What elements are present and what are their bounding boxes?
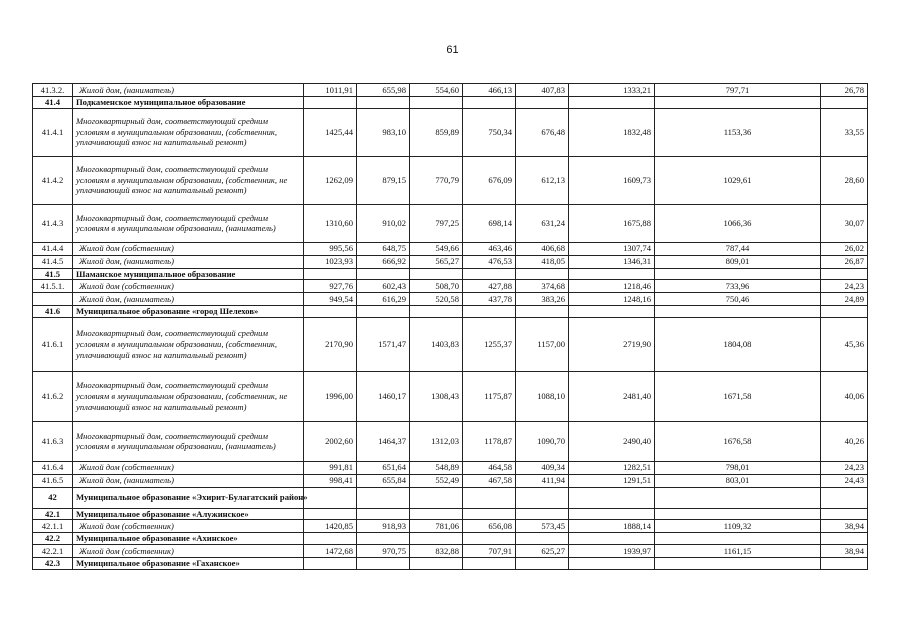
table-row: [33, 156, 868, 204]
value-cell: 655,98: [357, 84, 410, 97]
section-row: [33, 557, 868, 569]
value-cell: 24,89: [821, 293, 868, 306]
empty-cell: [463, 306, 516, 318]
empty-cell: [516, 557, 569, 569]
value-cell: 1804,08: [655, 317, 821, 371]
value-cell: 1218,46: [569, 280, 655, 293]
empty-cell: [569, 508, 655, 520]
value-cell: 1460,17: [357, 371, 410, 421]
row-description: Жилой дом, (наниматель): [73, 255, 304, 268]
table-row: [33, 293, 868, 306]
table-body: [33, 84, 868, 570]
value-cell: 949,54: [304, 293, 357, 306]
row-description: Жилой дом (собственник): [73, 280, 304, 293]
empty-cell: [463, 508, 516, 520]
value-cell: 26,87: [821, 255, 868, 268]
value-cell: 1888,14: [569, 520, 655, 533]
value-cell: 24,23: [821, 280, 868, 293]
value-cell: 1109,32: [655, 520, 821, 533]
value-cell: 1255,37: [463, 317, 516, 371]
value-cell: 1178,87: [463, 421, 516, 461]
value-cell: 1420,85: [304, 520, 357, 533]
empty-cell: [516, 533, 569, 545]
value-cell: 970,75: [357, 544, 410, 557]
row-description: Многоквартирный дом, соответствующий средним условиям в муниципальном образовании, (собственник, уплачивающий взнос на капитальный ремонт): [73, 108, 304, 156]
value-cell: 573,45: [516, 520, 569, 533]
value-cell: 995,56: [304, 242, 357, 255]
value-cell: 676,48: [516, 108, 569, 156]
row-code: 41.6.3: [33, 421, 73, 461]
value-cell: 409,34: [516, 461, 569, 474]
value-cell: 1310,60: [304, 204, 357, 242]
value-cell: 520,58: [410, 293, 463, 306]
empty-cell: [304, 508, 357, 520]
empty-cell: [410, 557, 463, 569]
value-cell: 464,58: [463, 461, 516, 474]
value-cell: 991,81: [304, 461, 357, 474]
value-cell: 750,46: [655, 293, 821, 306]
value-cell: 1832,48: [569, 108, 655, 156]
empty-cell: [821, 487, 868, 508]
empty-cell: [655, 306, 821, 318]
value-cell: 548,89: [410, 461, 463, 474]
value-cell: 552,49: [410, 474, 463, 487]
empty-cell: [569, 306, 655, 318]
value-cell: 476,53: [463, 255, 516, 268]
empty-cell: [357, 306, 410, 318]
value-cell: 651,64: [357, 461, 410, 474]
value-cell: 602,43: [357, 280, 410, 293]
value-cell: 383,26: [516, 293, 569, 306]
empty-cell: [569, 487, 655, 508]
value-cell: 998,41: [304, 474, 357, 487]
row-code: 42.3: [33, 557, 73, 569]
value-cell: 1088,10: [516, 371, 569, 421]
empty-cell: [410, 533, 463, 545]
section-title: Подкаменское муниципальное образование: [73, 97, 304, 109]
empty-cell: [463, 487, 516, 508]
value-cell: 797,71: [655, 84, 821, 97]
section-title: Муниципальное образование «Гаханское»: [73, 557, 304, 569]
empty-cell: [463, 533, 516, 545]
row-description: Многоквартирный дом, соответствующий средним условиям в муниципальном образовании, (собственник, не уплачивающий взнос на капитальный ремонт): [73, 156, 304, 204]
table-row: [33, 317, 868, 371]
empty-cell: [655, 97, 821, 109]
value-cell: 1346,31: [569, 255, 655, 268]
empty-cell: [569, 557, 655, 569]
empty-cell: [516, 97, 569, 109]
value-cell: 1675,88: [569, 204, 655, 242]
value-cell: 26,78: [821, 84, 868, 97]
value-cell: 1425,44: [304, 108, 357, 156]
row-code: 41.5.1.: [33, 280, 73, 293]
value-cell: 631,24: [516, 204, 569, 242]
value-cell: 2481,40: [569, 371, 655, 421]
value-cell: 2490,40: [569, 421, 655, 461]
row-code: 41.6.2: [33, 371, 73, 421]
empty-cell: [821, 268, 868, 280]
value-cell: 1248,16: [569, 293, 655, 306]
value-cell: 33,55: [821, 108, 868, 156]
row-code: 41.6: [33, 306, 73, 318]
value-cell: 1153,36: [655, 108, 821, 156]
value-cell: 1609,73: [569, 156, 655, 204]
row-code: 41.5: [33, 268, 73, 280]
value-cell: 648,75: [357, 242, 410, 255]
empty-cell: [410, 508, 463, 520]
empty-cell: [463, 268, 516, 280]
empty-cell: [516, 487, 569, 508]
row-code: 41.4.5: [33, 255, 73, 268]
empty-cell: [410, 306, 463, 318]
section-title: Шаманское муниципальное образование: [73, 268, 304, 280]
row-code: 41.4: [33, 97, 73, 109]
table-row: [33, 204, 868, 242]
empty-cell: [821, 533, 868, 545]
empty-cell: [357, 508, 410, 520]
value-cell: 1090,70: [516, 421, 569, 461]
row-description: Многоквартирный дом, соответствующий средним условиям в муниципальном образовании, (собственник, уплачивающий взнос на капитальный ремонт): [73, 317, 304, 371]
value-cell: 1333,21: [569, 84, 655, 97]
value-cell: 803,01: [655, 474, 821, 487]
table-row: [33, 84, 868, 97]
value-cell: 418,05: [516, 255, 569, 268]
row-code: 41.4.1: [33, 108, 73, 156]
value-cell: 1029,61: [655, 156, 821, 204]
section-row: [33, 487, 868, 508]
value-cell: 787,44: [655, 242, 821, 255]
row-code: 41.6.4: [33, 461, 73, 474]
empty-cell: [463, 97, 516, 109]
section-title: Муниципальное образование «Эхирит-Булагатский район»: [73, 487, 304, 508]
row-description: Жилой дом (собственник): [73, 461, 304, 474]
section-title: Муниципальное образование «город Шелехов»: [73, 306, 304, 318]
value-cell: 656,08: [463, 520, 516, 533]
value-cell: 1403,83: [410, 317, 463, 371]
value-cell: 508,70: [410, 280, 463, 293]
value-cell: 1571,47: [357, 317, 410, 371]
value-cell: 1676,58: [655, 421, 821, 461]
value-cell: 918,93: [357, 520, 410, 533]
value-cell: 1312,03: [410, 421, 463, 461]
empty-cell: [821, 97, 868, 109]
table-row: [33, 474, 868, 487]
section-row: [33, 508, 868, 520]
value-cell: 832,88: [410, 544, 463, 557]
empty-cell: [357, 557, 410, 569]
row-description: Многоквартирный дом, соответствующий средним условиям в муниципальном образовании, (наниматель): [73, 421, 304, 461]
value-cell: 24,23: [821, 461, 868, 474]
row-description: Жилой дом, (наниматель): [73, 474, 304, 487]
row-description: Жилой дом (собственник): [73, 242, 304, 255]
empty-cell: [357, 487, 410, 508]
value-cell: 1262,09: [304, 156, 357, 204]
empty-cell: [516, 268, 569, 280]
empty-cell: [410, 268, 463, 280]
value-cell: 437,78: [463, 293, 516, 306]
value-cell: 781,06: [410, 520, 463, 533]
value-cell: 797,25: [410, 204, 463, 242]
row-code: 42: [33, 487, 73, 508]
empty-cell: [569, 533, 655, 545]
section-title: Муниципальное образование «Алужинское»: [73, 508, 304, 520]
value-cell: 427,88: [463, 280, 516, 293]
row-code: 41.4.2: [33, 156, 73, 204]
value-cell: 1175,87: [463, 371, 516, 421]
value-cell: 1023,93: [304, 255, 357, 268]
value-cell: 983,10: [357, 108, 410, 156]
value-cell: 374,68: [516, 280, 569, 293]
row-description: Жилой дом, (наниматель): [73, 84, 304, 97]
value-cell: 1996,00: [304, 371, 357, 421]
value-cell: 770,79: [410, 156, 463, 204]
empty-cell: [655, 268, 821, 280]
table-row: [33, 280, 868, 293]
value-cell: 927,76: [304, 280, 357, 293]
value-cell: 1011,91: [304, 84, 357, 97]
row-code: 42.2.1: [33, 544, 73, 557]
value-cell: 1308,43: [410, 371, 463, 421]
value-cell: 2002,60: [304, 421, 357, 461]
table-row: [33, 421, 868, 461]
value-cell: 38,94: [821, 544, 868, 557]
table-row: [33, 371, 868, 421]
tariff-table: [32, 83, 868, 570]
value-cell: 40,26: [821, 421, 868, 461]
value-cell: 666,92: [357, 255, 410, 268]
empty-cell: [655, 487, 821, 508]
value-cell: 612,13: [516, 156, 569, 204]
value-cell: 676,09: [463, 156, 516, 204]
section-title: Муниципальное образование «Ахинское»: [73, 533, 304, 545]
value-cell: 1157,00: [516, 317, 569, 371]
value-cell: 26,02: [821, 242, 868, 255]
row-code: 41.3.2.: [33, 84, 73, 97]
row-code: 41.6.1: [33, 317, 73, 371]
value-cell: 616,29: [357, 293, 410, 306]
row-description: Жилой дом (собственник): [73, 520, 304, 533]
row-description: Многоквартирный дом, соответствующий средним условиям в муниципальном образовании, (собственник, не уплачивающий взнос на капитальный ремонт): [73, 371, 304, 421]
value-cell: 2170,90: [304, 317, 357, 371]
table-row: [33, 520, 868, 533]
row-code: 41.4.4: [33, 242, 73, 255]
empty-cell: [516, 306, 569, 318]
empty-cell: [304, 306, 357, 318]
value-cell: 30,07: [821, 204, 868, 242]
empty-cell: [463, 557, 516, 569]
empty-cell: [304, 533, 357, 545]
table-row: [33, 108, 868, 156]
table-row: [33, 461, 868, 474]
empty-cell: [410, 97, 463, 109]
value-cell: 549,66: [410, 242, 463, 255]
value-cell: 406,68: [516, 242, 569, 255]
value-cell: 798,01: [655, 461, 821, 474]
value-cell: 24,43: [821, 474, 868, 487]
value-cell: 809,01: [655, 255, 821, 268]
empty-cell: [304, 97, 357, 109]
value-cell: 750,34: [463, 108, 516, 156]
value-cell: 45,36: [821, 317, 868, 371]
empty-cell: [821, 508, 868, 520]
value-cell: 625,27: [516, 544, 569, 557]
section-row: [33, 533, 868, 545]
value-cell: 40,06: [821, 371, 868, 421]
row-description: Многоквартирный дом, соответствующий средним условиям в муниципальном образовании, (наниматель): [73, 204, 304, 242]
empty-cell: [569, 97, 655, 109]
value-cell: 910,02: [357, 204, 410, 242]
value-cell: 1464,37: [357, 421, 410, 461]
row-code: 42.1.1: [33, 520, 73, 533]
value-cell: 1307,74: [569, 242, 655, 255]
value-cell: 1291,51: [569, 474, 655, 487]
value-cell: 411,94: [516, 474, 569, 487]
value-cell: 733,96: [655, 280, 821, 293]
page-number: 61: [446, 44, 459, 56]
value-cell: 879,15: [357, 156, 410, 204]
value-cell: 28,60: [821, 156, 868, 204]
empty-cell: [821, 306, 868, 318]
value-cell: 466,13: [463, 84, 516, 97]
empty-cell: [516, 508, 569, 520]
value-cell: 1161,15: [655, 544, 821, 557]
row-code: 41.6.5: [33, 474, 73, 487]
value-cell: 698,14: [463, 204, 516, 242]
value-cell: 2719,90: [569, 317, 655, 371]
value-cell: 1939,97: [569, 544, 655, 557]
value-cell: 1066,36: [655, 204, 821, 242]
section-row: [33, 268, 868, 280]
empty-cell: [304, 268, 357, 280]
value-cell: 1282,51: [569, 461, 655, 474]
row-code: 42.1: [33, 508, 73, 520]
section-row: [33, 306, 868, 318]
value-cell: 1472,68: [304, 544, 357, 557]
row-code: 42.2: [33, 533, 73, 545]
empty-cell: [569, 268, 655, 280]
empty-cell: [357, 533, 410, 545]
row-description: Жилой дом, (наниматель): [73, 293, 304, 306]
value-cell: 707,91: [463, 544, 516, 557]
value-cell: 38,94: [821, 520, 868, 533]
empty-cell: [655, 533, 821, 545]
table-row: [33, 255, 868, 268]
value-cell: 407,83: [516, 84, 569, 97]
empty-cell: [357, 268, 410, 280]
table-row: [33, 544, 868, 557]
section-row: [33, 97, 868, 109]
empty-cell: [304, 557, 357, 569]
value-cell: 655,84: [357, 474, 410, 487]
value-cell: 467,58: [463, 474, 516, 487]
empty-cell: [655, 508, 821, 520]
empty-cell: [357, 97, 410, 109]
empty-cell: [410, 487, 463, 508]
row-code: 41.4.3: [33, 204, 73, 242]
empty-cell: [821, 557, 868, 569]
value-cell: 859,89: [410, 108, 463, 156]
value-cell: 554,60: [410, 84, 463, 97]
empty-cell: [304, 487, 357, 508]
value-cell: 463,46: [463, 242, 516, 255]
row-code: [33, 293, 73, 306]
empty-cell: [655, 557, 821, 569]
value-cell: 565,27: [410, 255, 463, 268]
value-cell: 1671,58: [655, 371, 821, 421]
row-description: Жилой дом (собственник): [73, 544, 304, 557]
table-row: [33, 242, 868, 255]
